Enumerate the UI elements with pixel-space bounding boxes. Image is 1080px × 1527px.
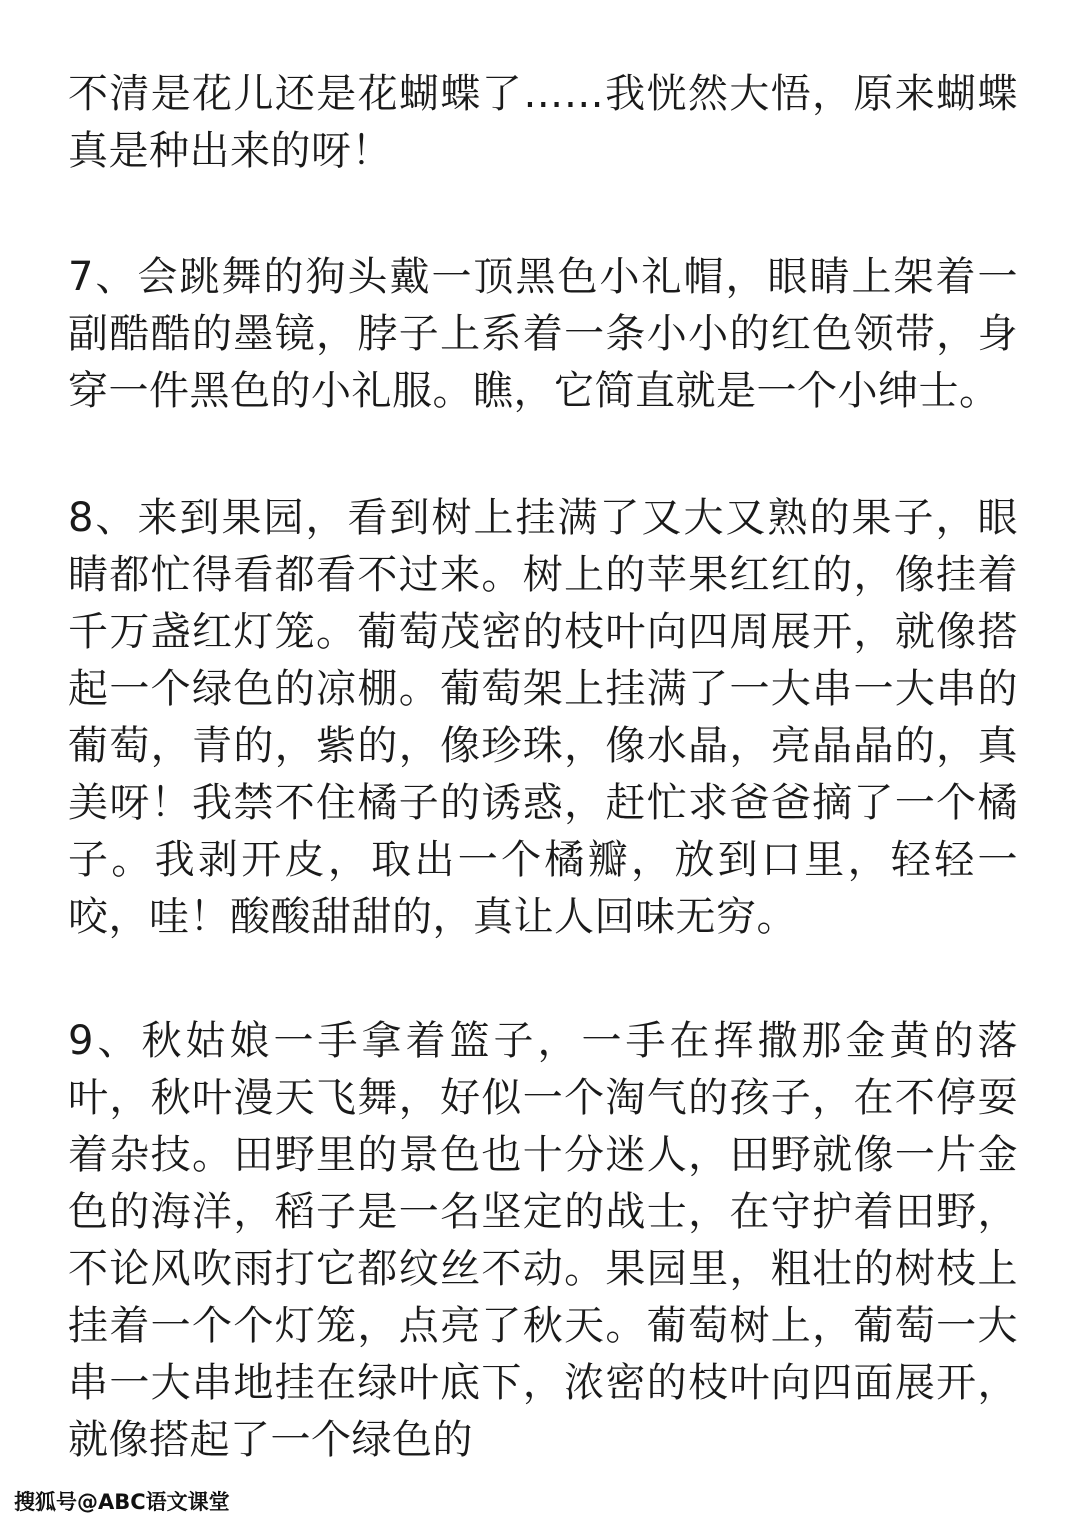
paragraph-9: 9、秋姑娘一手拿着篮子，一手在挥撒那金黄的落叶，秋叶漫天飞舞，好似一个淘气的孩子，在不停耍着杂技。田野里的景色也十分迷人，田野就像一片金色的海洋，稻子是一名坚定的战士，在守护着田野，不论风吹雨打它都纹丝不动。果园里，粗壮的树枝上挂着一个个灯笼，点亮了秋天。葡萄树上，葡萄一大串一大串地挂在绿叶底下，浓密的枝叶向四面展开，就像搭起了一个绿色的 (68, 1018, 1018, 1463)
paragraph-7: 7、会跳舞的狗头戴一顶黑色小礼帽，眼睛上架着一副酷酷的墨镜，脖子上系着一条小小的红色领带，身穿一件黑色的小礼服。瞧，它简直就是一个小绅士。 (68, 254, 1018, 414)
paragraph-intro-continuation: 不清是花儿还是花蝴蝶了……我恍然大悟，原来蝴蝶真是种出来的呀！ (68, 71, 1018, 174)
paragraph-8: 8、来到果园，看到树上挂满了又大又熟的果子，眼睛都忙得看都看不过来。树上的苹果红红的，像挂着千万盏红灯笼。葡萄茂密的枝叶向四周展开，就像搭起一个绿色的凉棚。葡萄架上挂满了一大串一大串的葡萄，青的，紫的，像珍珠，像水晶，亮晶晶的，真美呀！我禁不住橘子的诱惑，赶忙求爸爸摘了一个橘子。我剥开皮，取出一个橘瓣，放到口里，轻轻一咬，哇！酸酸甜甜的，真让人回味无穷。 (68, 495, 1018, 940)
source-watermark: 搜狐号@ABC语文课堂 (14, 1490, 230, 1514)
